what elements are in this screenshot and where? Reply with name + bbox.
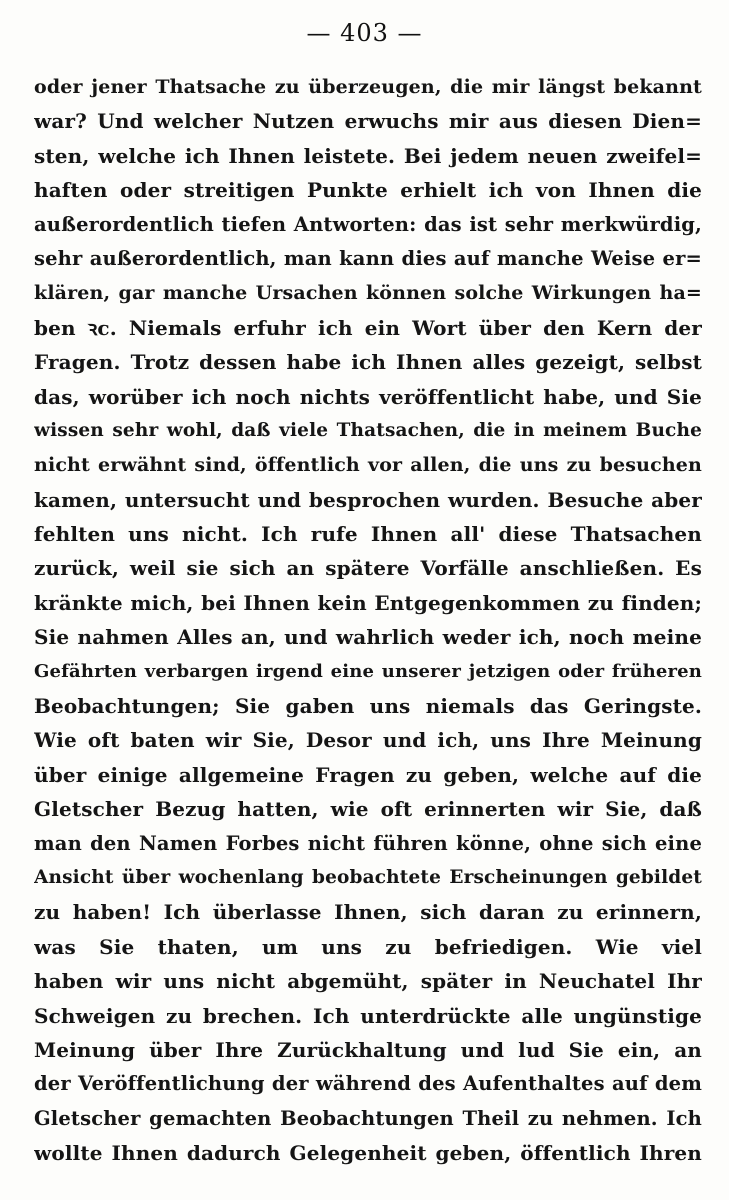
text-line: klären, gar manche Ursachen können solche Wirkungen ha= <box>34 282 702 305</box>
text-line: Fragen. Trotz dessen habe ich Ihnen alles gezeigt, selbst <box>34 350 702 375</box>
text-line: wollte Ihnen dadurch Gelegenheit geben, öffentlich Ihren <box>34 1141 702 1166</box>
text-line: das, worüber ich noch nichts veröffentlicht habe, und Sie <box>34 384 702 409</box>
text-line: haften oder streitigen Punkte erhielt ich von Ihnen die <box>34 178 702 203</box>
body-text <box>34 70 702 1171</box>
text-line: zu haben! Ich überlasse Ihnen, sich daran zu erinnern, <box>34 900 702 925</box>
text-line: war? Und welcher Nutzen erwuchs mir aus diesen Dien= <box>34 109 702 134</box>
text-line: Gletscher Bezug hatten, wie oft erinnerten wir Sie, daß <box>34 797 702 822</box>
text-line: Gletscher gemachten Beobachtungen Theil zu nehmen. Ich <box>34 1106 702 1130</box>
text-line: oder jener Thatsache zu überzeugen, die mir längst bekannt <box>34 76 702 98</box>
text-line: außerordentlich tiefen Antworten: das ist sehr merkwürdig, <box>34 212 702 236</box>
text-line: haben wir uns nicht abgemüht, später in Neuchatel Ihr <box>34 969 702 994</box>
text-line: man den Namen Forbes nicht führen könne, ohne sich eine <box>34 831 702 855</box>
text-line: sten, welche ich Ihnen leistete. Bei jedem neuen zweifel= <box>34 143 702 168</box>
text-line: Ansicht über wochenlang beobachtete Erscheinungen gebildet <box>34 866 702 888</box>
text-line: zurück, weil sie sich an spätere Vorfälle anschließen. Es <box>34 556 702 581</box>
text-line: kränkte mich, bei Ihnen kein Entgegenkommen zu finden; <box>34 590 702 615</box>
text-line: Schweigen zu brechen. Ich unterdrückte alle ungünstige <box>34 1003 702 1028</box>
text-line: Beobachtungen; Sie gaben uns niemals das Geringste. <box>34 694 702 719</box>
text-line: fehlten uns nicht. Ich rufe Ihnen all' diese Thatsachen <box>34 522 702 547</box>
text-line: Wie oft baten wir Sie, Desor und ich, uns Ihre Meinung <box>34 728 702 753</box>
text-line: Meinung über Ihre Zurückhaltung und lud Sie ein, an <box>34 1037 702 1062</box>
text-line: kamen, untersucht und besprochen wurden. Besuche aber <box>34 487 702 512</box>
text-line: der Veröffentlichung der während des Aufenthaltes auf dem <box>34 1072 702 1096</box>
text-line: nicht erwähnt sind, öffentlich vor allen, die uns zu besuchen <box>34 454 702 477</box>
text-line: Gefährten verbargen irgend eine unserer jetzigen oder früheren <box>34 660 702 682</box>
text-line: Sie nahmen Alles an, und wahrlich weder ich, noch meine <box>34 625 702 650</box>
text-line: was Sie thaten, um uns zu befriedigen. Wie viel <box>34 934 702 959</box>
text-line: ben ꝛc. Niemals erfuhr ich ein Wort über den Kern der <box>34 315 702 340</box>
page-number: — 403 — <box>306 19 423 47</box>
text-line: über einige allgemeine Fragen zu geben, welche auf die <box>34 762 702 787</box>
text-line: wissen sehr wohl, daß viele Thatsachen, die in meinem Buche <box>34 419 702 441</box>
text-line: sehr außerordentlich, man kann dies auf manche Weise er= <box>34 246 702 270</box>
